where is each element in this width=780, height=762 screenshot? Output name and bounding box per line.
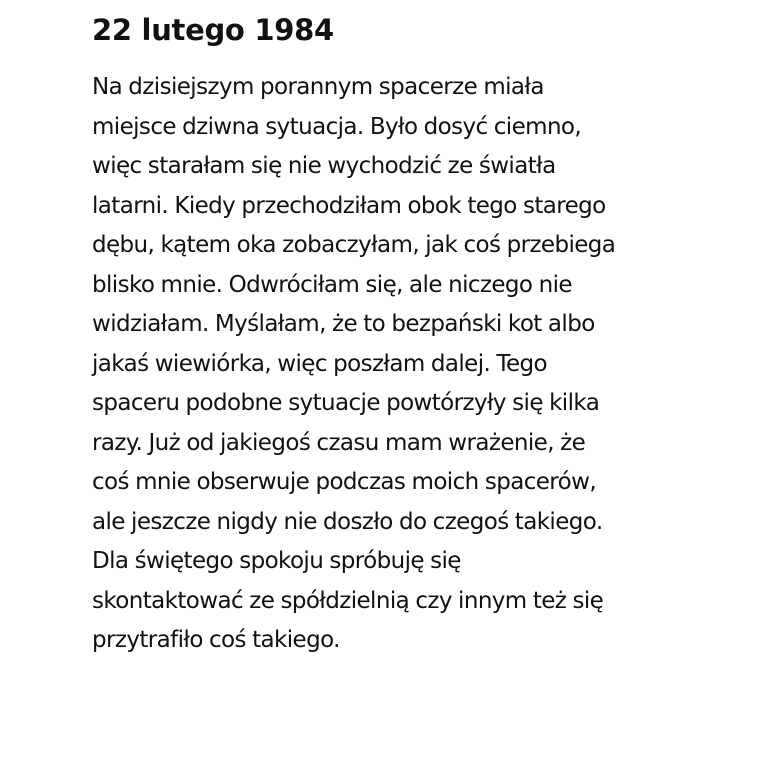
entry-line-2: miejsce dziwna sytuacja. Było dosyć ciemno, xyxy=(92,113,582,140)
entry-date-heading: 22 lutego 1984 xyxy=(92,13,334,47)
entry-line-10: razy. Już od jakiegoś czasu mam wrażenie, że xyxy=(92,429,586,456)
entry-line-7: widziałam. Myślałam, że to bezpański kot albo xyxy=(92,311,595,337)
entry-line-14: skontaktować ze spółdzielnią czy innym też się xyxy=(92,587,604,614)
diary-entry xyxy=(92,10,692,661)
entry-line-12: ale jeszcze nigdy nie doszło do czegoś takiego. xyxy=(92,508,603,535)
entry-line-11: coś mnie obserwuje podczas moich spacerów, xyxy=(92,469,597,495)
entry-line-3: więc starałam się nie wychodzić ze światła xyxy=(92,153,556,179)
entry-line-4: latarni. Kiedy przechodziłam obok tego starego xyxy=(92,192,606,219)
entry-line-9: spaceru podobne sytuacje powtórzyły się kilka xyxy=(92,390,600,416)
entry-line-13: Dla świętego spokoju spróbuję się xyxy=(92,548,461,574)
entry-line-15: przytrafiło coś takiego. xyxy=(92,627,340,653)
entry-line-6: blisko mnie. Odwróciłam się, ale niczego nie xyxy=(92,271,572,298)
entry-line-1: Na dzisiejszym porannym spacerze miała xyxy=(92,74,544,100)
entry-line-5: dębu, kątem oka zobaczyłam, jak coś przebiega xyxy=(92,232,616,258)
entry-body xyxy=(92,68,692,661)
entry-line-8: jakaś wiewiórka, więc poszłam dalej. Tego xyxy=(92,350,547,377)
